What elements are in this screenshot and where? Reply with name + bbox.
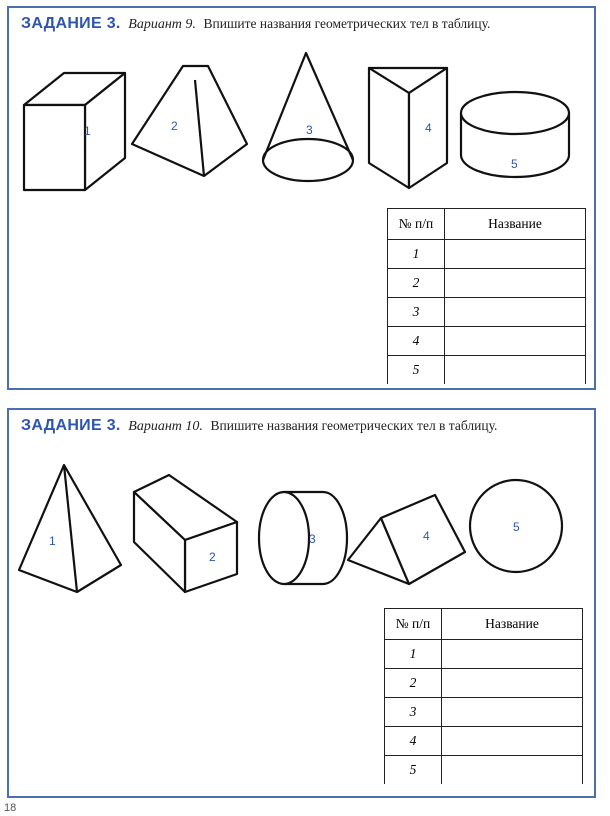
task-title: ЗАДАНИЕ 3.: [21, 15, 121, 32]
shape-label-4: 4: [425, 121, 432, 135]
task-card-variant-10: [7, 408, 596, 798]
answer-cell[interactable]: [442, 640, 583, 669]
pyramid-icon: [19, 465, 121, 592]
triangular-prism-icon: [348, 495, 465, 584]
answer-cell[interactable]: [445, 269, 586, 298]
table-row: [388, 327, 586, 356]
shape-label-1: 1: [49, 534, 56, 548]
answer-cell[interactable]: [442, 698, 583, 727]
answer-cell[interactable]: [442, 756, 583, 785]
answer-table: [387, 208, 586, 384]
shape-label-3: 3: [306, 123, 313, 137]
row-number: 2: [388, 269, 445, 298]
answer-table: [384, 608, 583, 784]
shape-label-3: 3: [309, 532, 316, 546]
shape-label-2: 2: [209, 550, 216, 564]
table-header-row: [385, 609, 583, 640]
triangular-prism-icon: [369, 68, 447, 188]
row-number: 3: [388, 298, 445, 327]
table-row: [385, 669, 583, 698]
cuboid-icon: [24, 73, 125, 190]
answer-cell[interactable]: [445, 356, 586, 385]
shape-label-4: 4: [423, 529, 430, 543]
answer-cell[interactable]: [445, 240, 586, 269]
row-number: 3: [385, 698, 442, 727]
shape-label-5: 5: [511, 157, 518, 171]
cone-icon: [263, 53, 353, 181]
row-number: 5: [385, 756, 442, 785]
column-header-number: № п/п: [385, 609, 442, 640]
table-header-row: [388, 209, 586, 240]
row-number: 1: [385, 640, 442, 669]
answer-cell[interactable]: [445, 327, 586, 356]
row-number: 4: [385, 727, 442, 756]
truncated-pyramid-icon: [132, 66, 247, 176]
sphere-icon: [470, 480, 562, 572]
table-row: [388, 240, 586, 269]
row-number: 2: [385, 669, 442, 698]
answer-cell[interactable]: [445, 298, 586, 327]
page-number: 18: [4, 802, 17, 814]
answer-cell[interactable]: [442, 727, 583, 756]
row-number: 4: [388, 327, 445, 356]
table-row: [388, 356, 586, 385]
variant-label: Вариант 9.: [128, 17, 196, 32]
shape-label-1: 1: [84, 124, 91, 138]
task-instruction: Впишите названия геометрических тел в таблицу.: [203, 16, 491, 31]
cylinder-icon: [461, 92, 569, 177]
row-number: 5: [388, 356, 445, 385]
table-row: [385, 640, 583, 669]
shape-label-5: 5: [513, 520, 520, 534]
cylinder-icon: [259, 492, 347, 584]
shape-label-2: 2: [171, 119, 178, 133]
row-number: 1: [388, 240, 445, 269]
table-row: [385, 698, 583, 727]
cuboid-icon: [134, 475, 237, 592]
answer-cell[interactable]: [442, 669, 583, 698]
column-header-number: № п/п: [388, 209, 445, 240]
table-row: [388, 298, 586, 327]
task-title: ЗАДАНИЕ 3.: [21, 417, 121, 434]
shapes-figure: [9, 410, 594, 610]
shapes-figure: [9, 8, 594, 208]
variant-label: Вариант 10.: [128, 419, 203, 434]
column-header-name: Название: [445, 209, 586, 240]
table-row: [388, 269, 586, 298]
task-card-variant-9: [7, 6, 596, 390]
table-row: [385, 756, 583, 785]
table-row: [385, 727, 583, 756]
task-instruction: Впишите названия геометрических тел в таблицу.: [210, 418, 498, 433]
column-header-name: Название: [442, 609, 583, 640]
